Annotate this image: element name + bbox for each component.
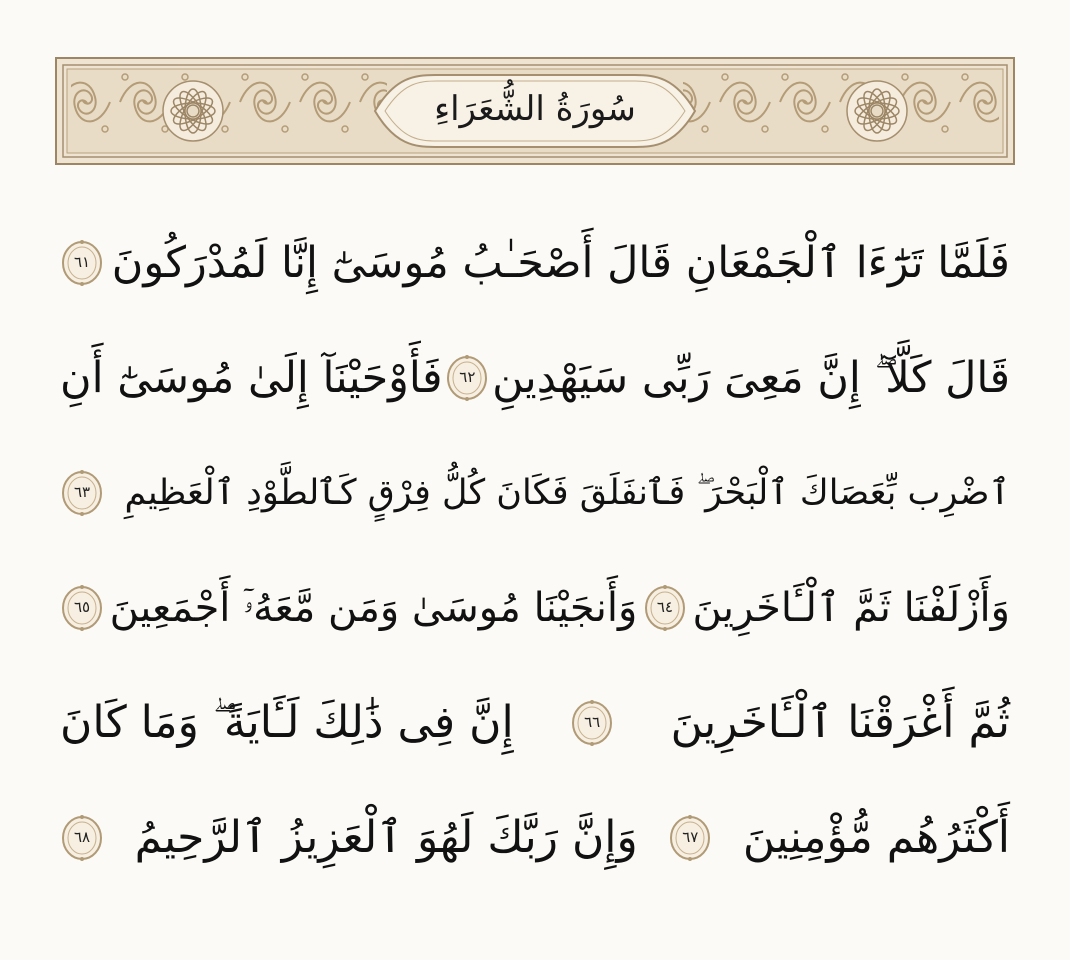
surah-header-banner — [55, 57, 1015, 165]
ayah-number: ٦٣ — [73, 483, 91, 501]
ayah-marker — [445, 354, 489, 402]
ayah-number: ٦٧ — [682, 828, 699, 846]
verse-line-6 — [60, 780, 1010, 895]
ayah-marker — [60, 469, 104, 517]
ayah-number: ٦١ — [73, 253, 91, 271]
verses-block — [60, 205, 1010, 895]
ayah-marker — [60, 814, 104, 862]
ayah-number: ٦٢ — [459, 368, 476, 386]
verse-text: وَأَزْلَفْنَا ثَمَّ ٱلْـَٔاخَرِينَ — [692, 584, 1010, 631]
verse-line-5 — [60, 665, 1010, 780]
verse-text: فَأَوْحَيْنَآ إِلَىٰ مُوسَىٰٓ أَنِ — [60, 352, 443, 403]
verse-text: قَالَ كَلَّآ ۖ إِنَّ مَعِىَ رَبِّى سَيَهْدِينِ — [492, 352, 1010, 403]
ayah-number: ٦٥ — [73, 598, 91, 616]
ayah-marker — [60, 584, 104, 632]
ayah-marker — [570, 699, 614, 747]
ayah-marker — [668, 814, 712, 862]
verse-text: أَكْثَرُهُم مُّؤْمِنِينَ — [742, 812, 1010, 863]
verse-text: ثُمَّ أَغْرَقْنَا ٱلْـَٔاخَرِينَ — [670, 697, 1010, 748]
verse-line-1 — [60, 205, 1010, 320]
verse-line-4 — [60, 550, 1010, 665]
ayah-number: ٦٤ — [656, 598, 673, 616]
verse-line-2 — [60, 320, 1010, 435]
ayah-marker — [60, 239, 104, 287]
surah-title: سُورَةُ الشُّعَرَاءِ — [434, 89, 636, 129]
ayah-marker — [643, 584, 687, 632]
ayah-number: ٦٦ — [584, 713, 601, 731]
verse-text: وَإِنَّ رَبَّكَ لَهُوَ ٱلْعَزِيزُ ٱلرَّحِيمُ — [134, 812, 638, 863]
verse-text: فَلَمَّا تَرَٰٓءَا ٱلْجَمْعَانِ قَالَ أَصْحَـٰبُ مُوسَىٰٓ إِنَّا لَمُدْرَكُونَ — [111, 237, 1010, 288]
verse-text: إِنَّ فِى ذَٰلِكَ لَـَٔايَةً ۖ وَمَا كَانَ — [60, 697, 514, 748]
verse-line-3 — [60, 435, 1010, 550]
verse-text: وَأَنجَيْنَا مُوسَىٰ وَمَن مَّعَهُۥٓ أَجْمَعِينَ — [109, 584, 638, 631]
ayah-number: ٦٨ — [73, 828, 91, 846]
verse-text: ٱضْرِب بِّعَصَاكَ ٱلْبَحْرَ ۖ فَٱنفَلَقَ فَكَانَ كُلُّ فِرْقٍ كَٱلطَّوْدِ ٱلْعَظِيمِ — [124, 472, 1010, 513]
